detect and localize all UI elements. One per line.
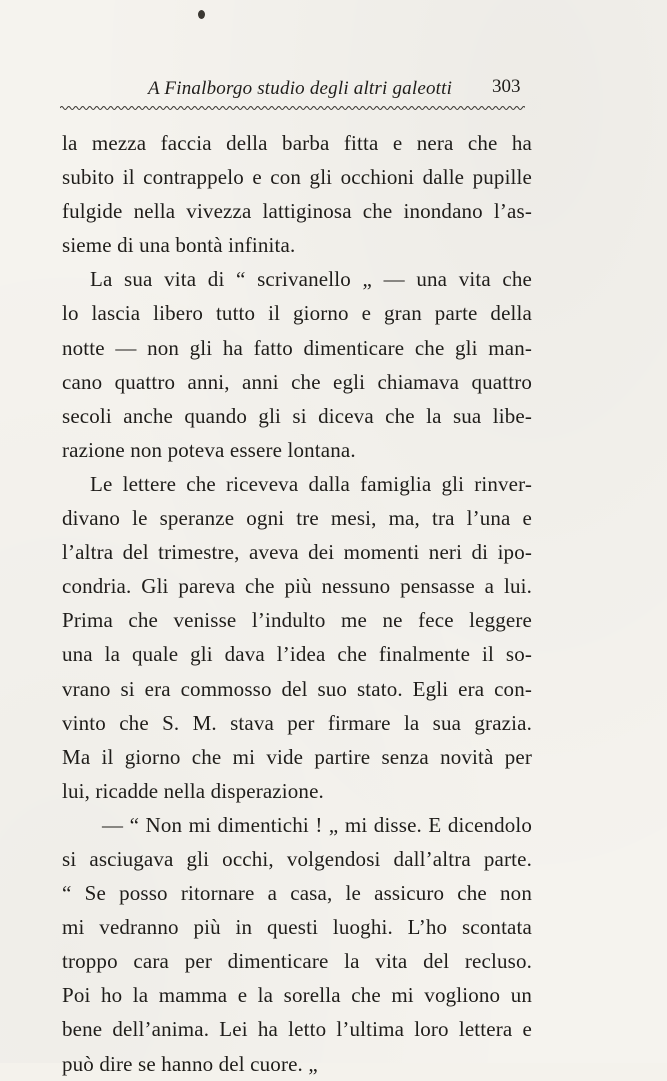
text-line: l’altra del trimestre, aveva dei momenti neri di ipo- [62,540,532,565]
text-line: “ Se posso ritornare a casa, le assicuro che non [62,881,532,906]
text-line: cano quattro anni, anni che egli chiamava quattro [62,369,532,394]
text-line: La sua vita di “ scrivanello „ — una vita che [90,267,532,292]
running-title: A Finalborgo studio degli altri galeotti [148,78,453,99]
text-line: si asciugava gli occhi, volgendosi dall’altra parte. [62,846,532,871]
text-line: condria. Gli pareva che più nessuno pensasse a lui. [62,574,532,599]
ink-speck [198,10,205,19]
body-text [62,126,532,1081]
page-header [60,76,530,106]
text-line: vrano si era commosso del suo stato. Egli era con- [62,676,532,701]
text-line: Ma il giorno che mi vide partire senza novità per [62,744,532,769]
text-line: Prima che venisse l’indulto me ne fece leggere [62,608,532,633]
text-line: Poi ho la mamma e la sorella che mi vogliono un [62,983,532,1008]
text-line: — “ Non mi dimentichi ! „ mi disse. E dicendolo [102,812,532,837]
text-line: sieme di una bontà infinita. [62,233,296,258]
text-line: lo lascia libero tutto il giorno e gran parte della [62,301,532,326]
text-line: troppo cara per dimenticare la vita del recluso. [62,949,532,974]
text-line: Le lettere che riceveva dalla famiglia gli rinver- [90,471,532,496]
text-line: subito il contrappelo e con gli occhioni dalle pupille [62,165,532,190]
text-line: lui, ricadde nella disperazione. [62,778,324,803]
text-line: secoli anche quando gli si diceva che la sua libe- [62,403,532,428]
text-line: mi vedranno più in questi luoghi. L’ho scontata [62,915,532,940]
text-line: vinto che S. M. stava per firmare la sua grazia. [62,710,532,735]
text-line: bene dell’anima. Lei ha letto l’ultima loro lettera e [62,1017,532,1042]
header-wavy-rule [60,104,525,112]
text-line: una la quale gli dava l’idea che finalmente il so- [62,642,532,667]
text-line: può dire se hanno del cuore. „ [62,1051,318,1076]
text-line: la mezza faccia della barba fitta e nera che ha [62,131,532,155]
text-line: divano le speranze ogni tre mesi, ma, tra l’una e [62,506,532,531]
text-line: fulgide nella vivezza lattiginosa che inondano l’as- [62,199,532,224]
page-number: 303 [492,76,521,97]
text-line: notte — non gli ha fatto dimenticare che gli man- [62,335,532,360]
text-line: razione non poteva essere lontana. [62,437,356,462]
